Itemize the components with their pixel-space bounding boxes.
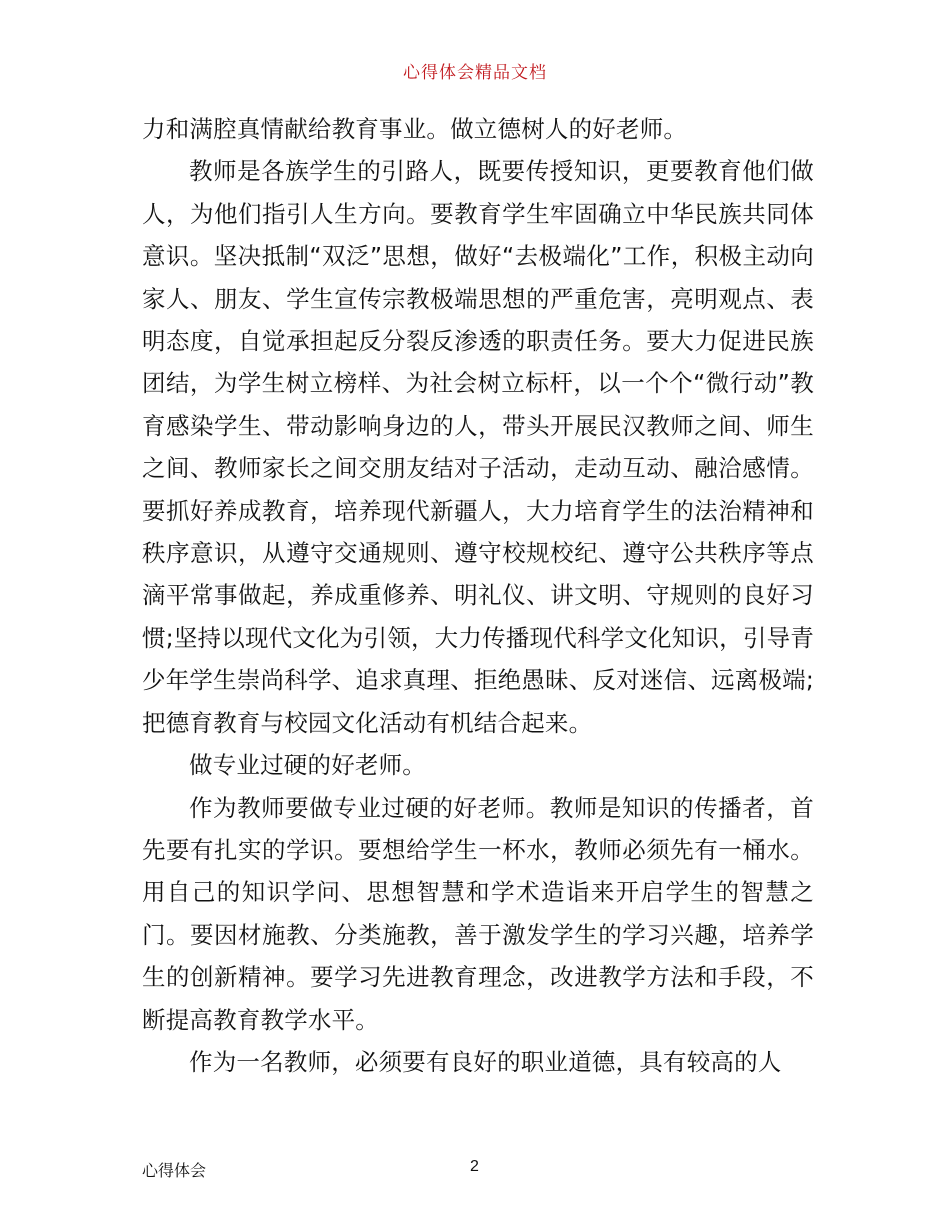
paragraph: 教师是各族学生的引路人，既要传授知识，更要教育他们做人，为他们指引人生方向。要教育学生牢固确立中华民族共同体意识。坚决抵制“双泛”思想，做好“去极端化”工作，积极主动向家人、朋友、学生宣传宗教极端思想的严重危害，亮明观点、表明态度，自觉承担起反分裂反渗透的职责任务。要大力促进民族团结，为学生树立榜样、为社会树立标杆，以一个个“微行动”教育感染学生、带动影响身边的人，带头开展民汉教师之间、师生之间、教师家长之间交朋友结对子活动，走动互动、融洽感情。要抓好养成教育，培养现代新疆人，大力培育学生的法治精神和秩序意识，从遵守交通规则、遵守校规校纪、遵守公共秩序等点滴平常事做起，养成重修养、明礼仪、讲文明、守规则的良好习惯;坚持以现代文化为引领，大力传播现代科学文化知识，引导青少年学生崇尚科学、追求真理、拒绝愚昧、反对迷信、远离极端;把德育教育与校园文化活动有机结合起来。 [142, 157, 814, 737]
paragraph: 作为教师要做专业过硬的好老师。教师是知识的传播者，首先要有扎实的学识。要想给学生一杯水，教师必须先有一桶水。用自己的知识学问、思想智慧和学术造诣来开启学生的智慧之门。要因材施教、分类施教，善于激发学生的学习兴趣，培养学生的创新精神。要学习先进教育理念，改进教学方法和手段，不断提高教育教学水平。 [142, 793, 814, 1034]
section-heading: 做专业过硬的好老师。 [189, 751, 426, 780]
paragraph-continuation: 力和满腔真情献给教育事业。做立德树人的好老师。 [142, 115, 688, 143]
page-header-title: 心得体会精品文档 [403, 63, 547, 83]
document-body [142, 108, 814, 1083]
paragraph: 作为一名教师，必须要有良好的职业道德，具有较高的人 [189, 1047, 782, 1076]
page-number: 2 [470, 1158, 479, 1175]
footer-label: 心得体会 [142, 1161, 207, 1180]
